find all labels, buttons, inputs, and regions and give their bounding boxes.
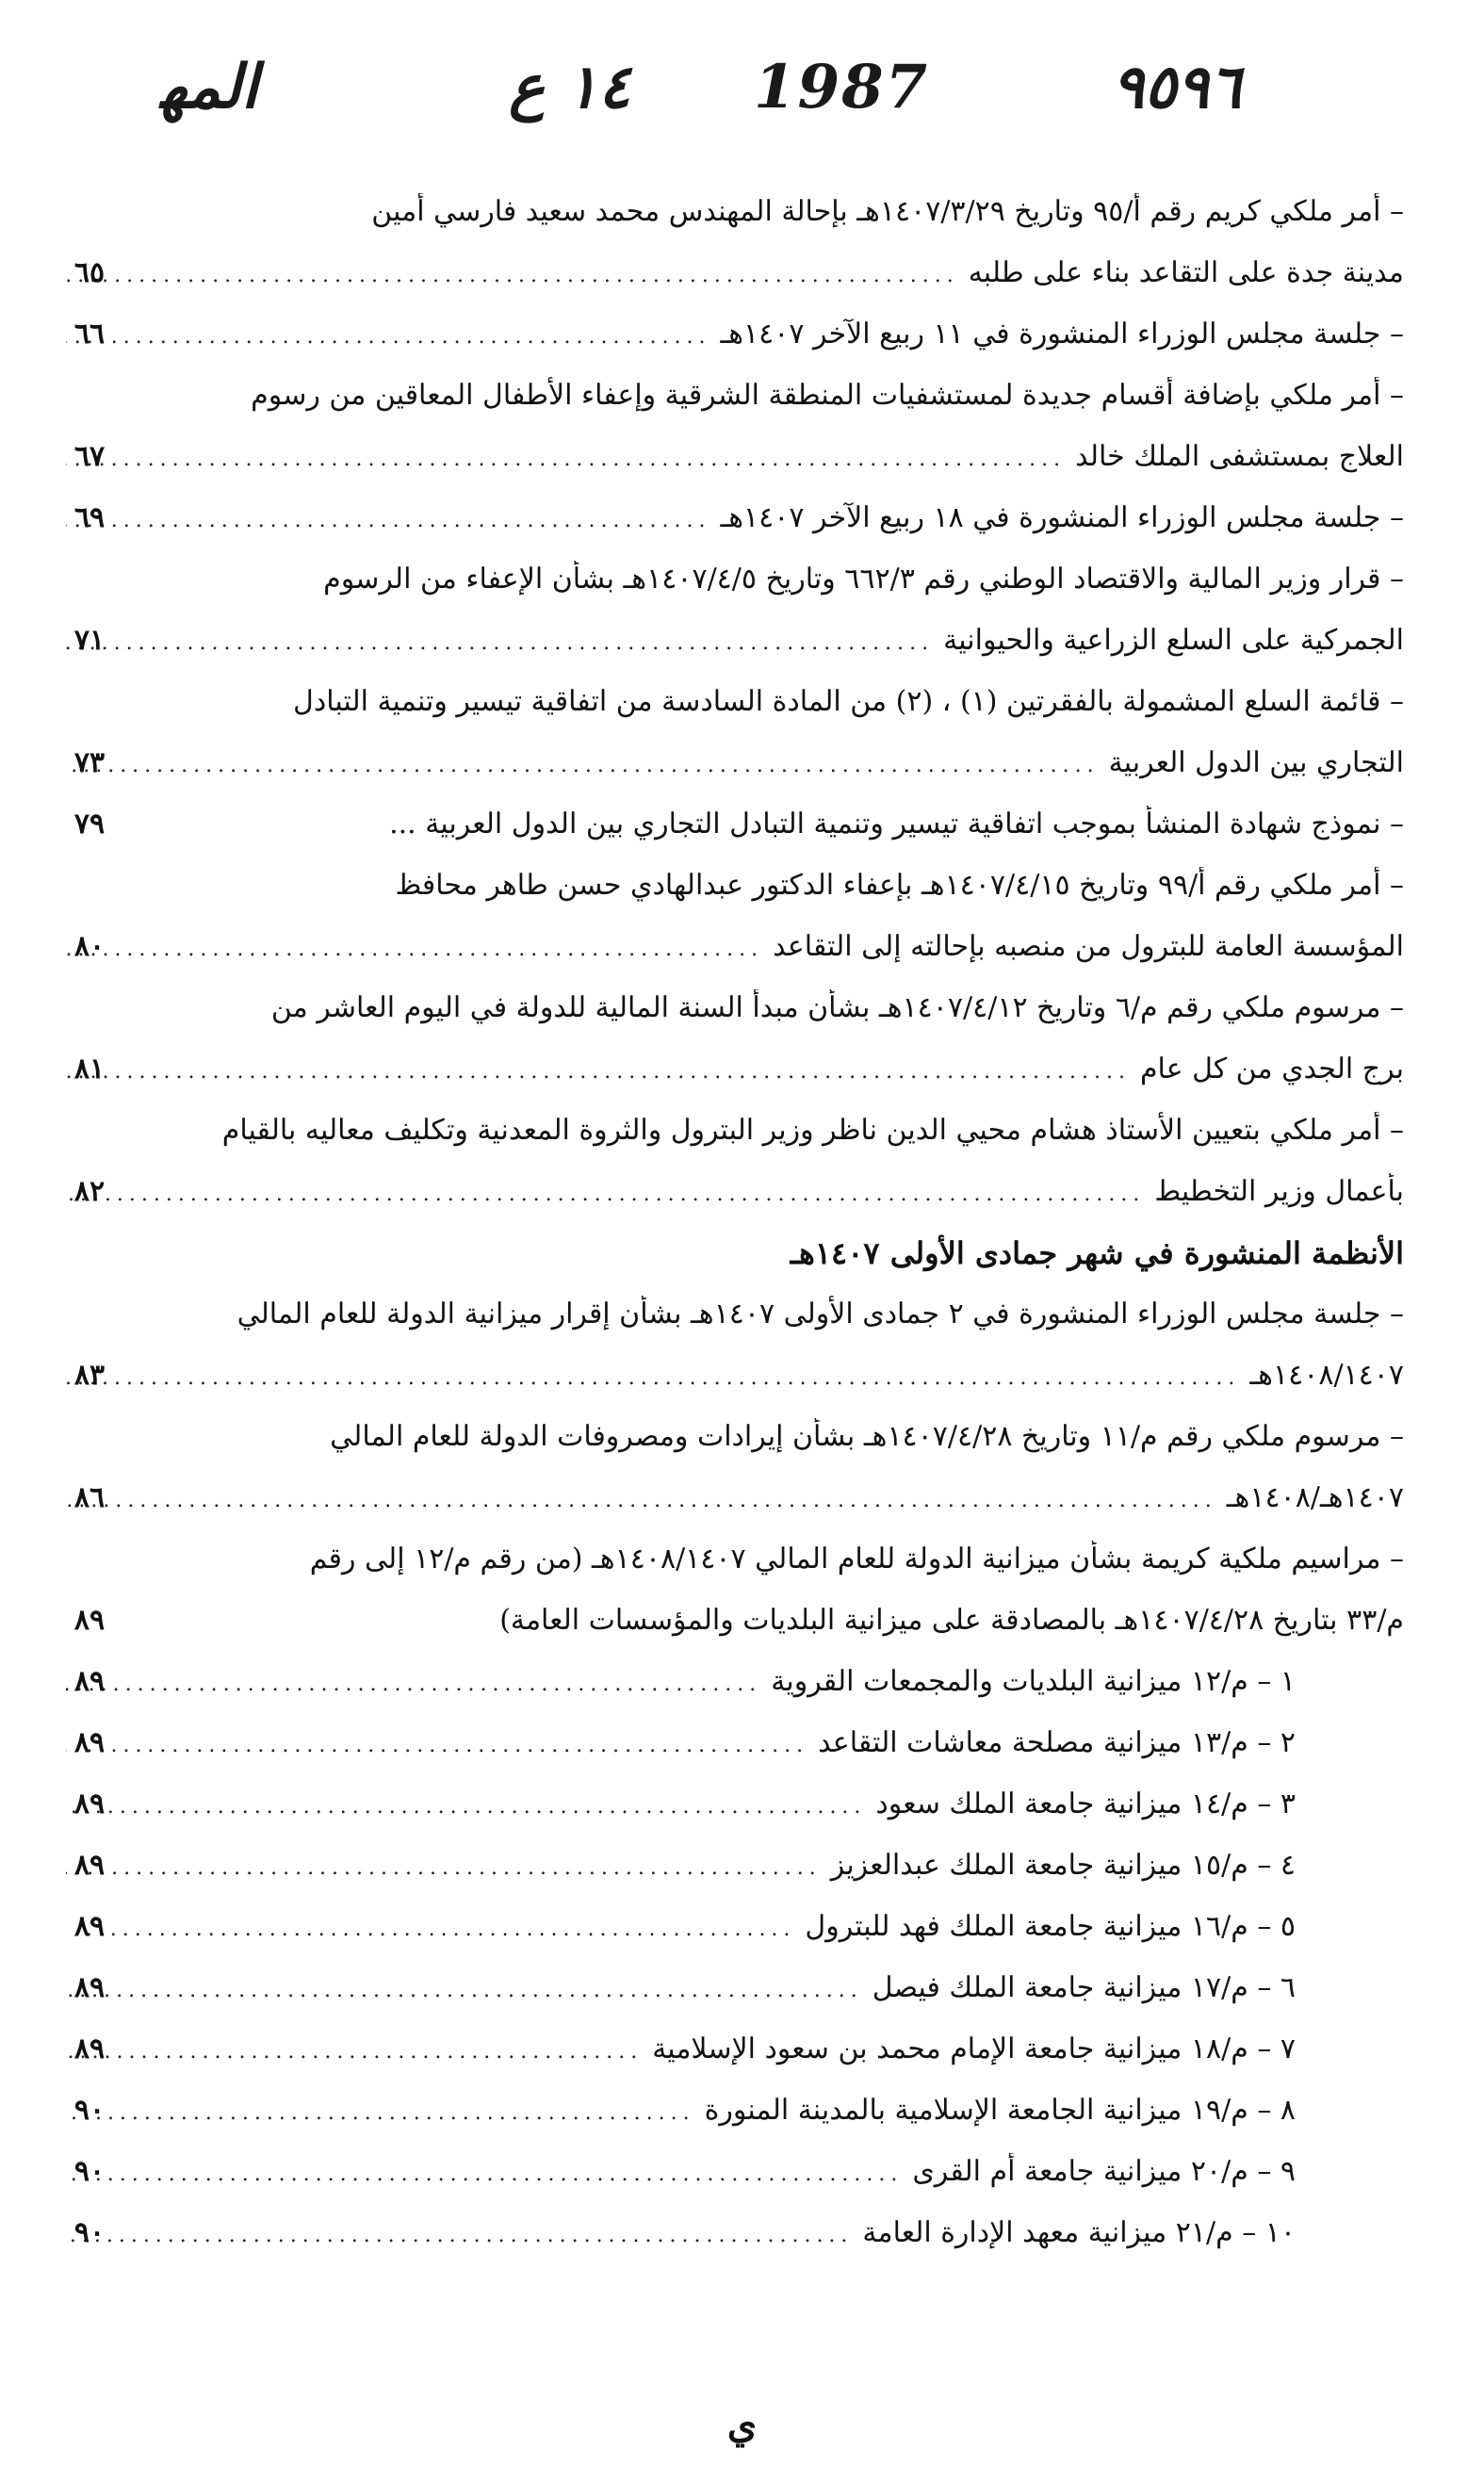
budget-sub-item: ٥ – م/١٦ ميزانية جامعة الملك فهد للبترول .....	[57, 1908, 1296, 1949]
toc-entry-line: الجمركية على السلع الزراعية والحيوانية .....	[57, 622, 1404, 662]
page-number: ٧١	[73, 624, 106, 657]
toc-entry-line: – قائمة السلع المشمولة بالفقرتين (١) ، (٢) من المادة السادسة من اتفاقية تيسير وتنمية التبادل	[57, 683, 1404, 721]
budget-sub-item: ٣ – م/١٤ ميزانية جامعة الملك سعود .....	[57, 1786, 1296, 1826]
toc-entry-line: مدينة جدة على التقاعد بناء على طلبه .....	[57, 254, 1404, 295]
handwritten-note-left: ﺍﻟﻤﻬ	[160, 52, 258, 122]
page-number: ٨٩	[73, 1787, 106, 1820]
budget-sub-item: ٦ – م/١٧ ميزانية جامعة الملك فيصل .....	[57, 1969, 1296, 2010]
page-number: ٨٩	[73, 1971, 106, 2004]
toc-entry-line: التجاري بين الدول العربية .....	[57, 744, 1404, 785]
budget-sub-item: ٤ – م/١٥ ميزانية جامعة الملك عبدالعزيز .....	[57, 1847, 1296, 1887]
toc-entry-line: ١٤٠٧هـ/١٤٠٨هـ .....	[57, 1479, 1404, 1520]
budget-sub-item: ١ – م/١٢ ميزانية البلديات والمجمعات القروية .....	[57, 1663, 1296, 1704]
handwritten-note-middle: ١٤ ع	[509, 52, 631, 122]
budget-sub-item: ٩ – م/٢٠ ميزانية جامعة أم القرى .....	[57, 2153, 1296, 2194]
toc-entry-line: – قرار وزير المالية والاقتصاد الوطني رقم ٦٦٢/٣ وتاريخ ١٤٠٧/٤/٥هـ بشأن الإعفاء من الرسوم	[57, 561, 1404, 598]
page-number: ٦٥	[73, 256, 106, 289]
page-number: ٨٣	[73, 1359, 106, 1392]
page-number: ٩٠	[73, 2094, 106, 2127]
page-number: ٨٩	[73, 1910, 106, 1943]
toc-entry-line: – جلسة مجلس الوزراء المنشورة في ١١ ربيع الآخر ١٤٠٧هـ .....	[57, 316, 1404, 356]
toc-entry-line: – أمر ملكي بتعيين الأستاذ هشام محيي الدين ناظر وزير البترول والثروة المعدنية وتكليف معاليه بالقيام	[57, 1112, 1404, 1150]
handwritten-year: 1987	[754, 52, 930, 122]
toc-entry-line: العلاج بمستشفى الملك خالد .....	[57, 438, 1404, 479]
page-number: ٩٠	[73, 2155, 106, 2188]
page-number: ٨٩	[73, 1665, 106, 1698]
budget-sub-item: ١٠ – م/٢١ ميزانية معهد الإدارة العامة .....	[57, 2214, 1296, 2255]
toc-entry-line: – أمر ملكي رقم أ/٩٩ وتاريخ ١٤٠٧/٤/١٥هـ بإعفاء الدكتور عبدالهادي حسن طاهر محافظ	[57, 867, 1404, 905]
section-heading: الأنظمة المنشورة في شهر جمادى الأولى ١٤٠٧هـ	[790, 1235, 1404, 1271]
toc-entry-line: م/٣٣ بتاريخ ١٤٠٧/٤/٢٨هـ بالمصادقة على ميزانية البلديات والمؤسسات العامة)	[499, 1604, 1404, 1637]
toc-entry-line: – جلسة مجلس الوزراء المنشورة في ١٨ ربيع الآخر ١٤٠٧هـ .....	[57, 499, 1404, 540]
page-number: ٦٧	[73, 440, 106, 473]
toc-entry-line: – أمر ملكي كريم رقم أ/٩٥ وتاريخ ١٤٠٧/٣/٢٩هـ بإحالة المهندس محمد سعيد فارسي أمين	[57, 193, 1404, 231]
page-number: ٨١	[73, 1053, 106, 1085]
budget-sub-item: ٧ – م/١٨ ميزانية جامعة الإمام محمد بن سعود الإسلامية .....	[57, 2031, 1296, 2071]
page-number: ٨٢	[73, 1175, 106, 1208]
handwritten-number: ٩٥٩٦	[1112, 52, 1242, 122]
toc-entry-line: – نموذج شهادة المنشأ بموجب اتفاقية تيسير وتنمية التبادل التجاري بين الدول العربية ...	[57, 806, 1404, 843]
page-number: ٨٩	[73, 1604, 106, 1637]
toc-entry-line: – مراسيم ملكية كريمة بشأن ميزانية الدولة للعام المالي ١٤٠٨/١٤٠٧هـ (من رقم م/١٢ إلى رقم	[57, 1541, 1404, 1578]
toc-entry-line: – جلسة مجلس الوزراء المنشورة في ٢ جمادى الأولى ١٤٠٧هـ بشأن إقرار ميزانية الدولة للعام المالي	[57, 1296, 1404, 1333]
page-number: ٨٩	[73, 1849, 106, 1882]
page-number: ٧٣	[73, 746, 106, 779]
toc-entry-line: – مرسوم ملكي رقم م/١١ وتاريخ ١٤٠٧/٤/٢٨هـ بشأن إيرادات ومصروفات الدولة للعام المالي	[57, 1418, 1404, 1456]
page-number: ٩٠	[73, 2216, 106, 2249]
page-number: ٨٦	[73, 1481, 106, 1514]
page-number: ٨٠	[73, 930, 106, 963]
page-footer-letter: ي	[726, 2403, 758, 2447]
toc-entry-line: ١٤٠٨/١٤٠٧هـ .....	[57, 1357, 1404, 1397]
toc-entry-line: – أمر ملكي بإضافة أقسام جديدة لمستشفيات المنطقة الشرقية وإعفاء الأطفال المعاقين من رسوم	[57, 377, 1404, 415]
toc-entry-line: برج الجدي من كل عام .....	[57, 1051, 1404, 1091]
page-number: ٦٦	[73, 318, 106, 351]
toc-entry-line: المؤسسة العامة للبترول من منصبه بإحالته إلى التقاعد .....	[57, 928, 1404, 969]
budget-sub-item: ٢ – م/١٣ ميزانية مصلحة معاشات التقاعد .....	[57, 1724, 1296, 1765]
page-number: ٨٩	[73, 1726, 106, 1759]
budget-sub-item: ٨ – م/١٩ ميزانية الجامعة الإسلامية بالمدينة المنورة .....	[57, 2092, 1296, 2132]
page-number: ٦٩	[73, 501, 106, 534]
page-number: ٨٩	[73, 2032, 106, 2065]
page-number: ٧٩	[73, 808, 106, 841]
toc-entry-line: بأعمال وزير التخطيط .....	[57, 1173, 1404, 1214]
toc-entry-line: – مرسوم ملكي رقم م/٦ وتاريخ ١٤٠٧/٤/١٢هـ بشأن مبدأ السنة المالية للدولة في اليوم العاشر من	[57, 989, 1404, 1027]
